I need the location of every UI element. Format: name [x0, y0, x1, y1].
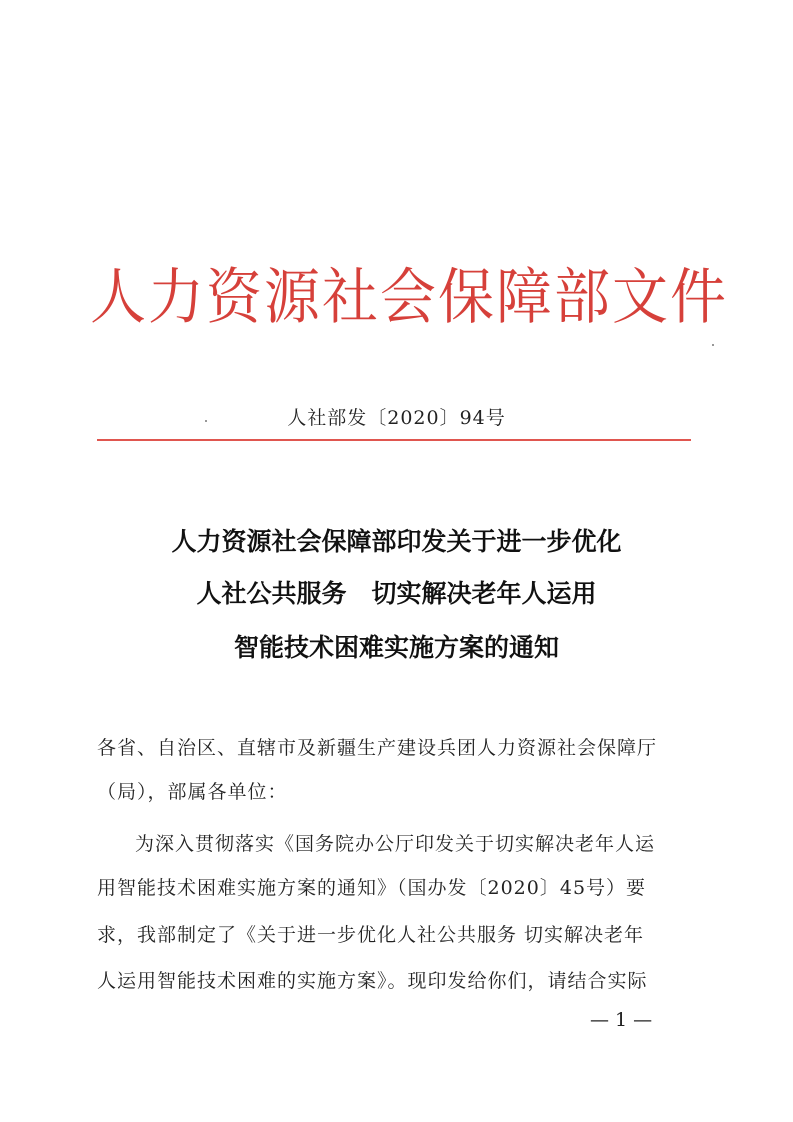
body-paragraph-line-3: 求，我部制定了《关于进一步优化人社公共服务 切实解决老年 [97, 924, 645, 946]
notice-title-line-3: 智能技术困难实施方案的通知 [233, 633, 559, 662]
document-number: 人社部发〔2020〕94号 [287, 407, 506, 429]
addressee-line-1: 各省、自治区、直辖市及新疆生产建设兵团人力资源社会保障厅 [97, 737, 658, 759]
scan-speck [712, 344, 714, 346]
scan-speck [205, 420, 207, 422]
page-number: — 1 — [590, 1009, 653, 1031]
notice-title-line-2: 人社公共服务 切实解决老年人运用 [196, 579, 597, 608]
body-paragraph-line-1: 为深入贯彻落实《国务院办公厅印发关于切实解决老年人运 [135, 833, 656, 855]
body-paragraph-line-4: 人运用智能技术困难的实施方案》。现印发给你们，请结合实际 [97, 970, 648, 992]
notice-title-line-1: 人力资源社会保障部印发关于进一步优化 [171, 527, 622, 556]
addressee-line-2: （局），部属各单位： [97, 781, 288, 803]
body-paragraph-line-2: 用智能技术困难实施方案的通知》（国办发〔2020〕45号）要 [97, 877, 647, 899]
red-divider-rule [97, 439, 691, 441]
masthead-title: 人力资源社会保障部文件 [90, 262, 728, 333]
